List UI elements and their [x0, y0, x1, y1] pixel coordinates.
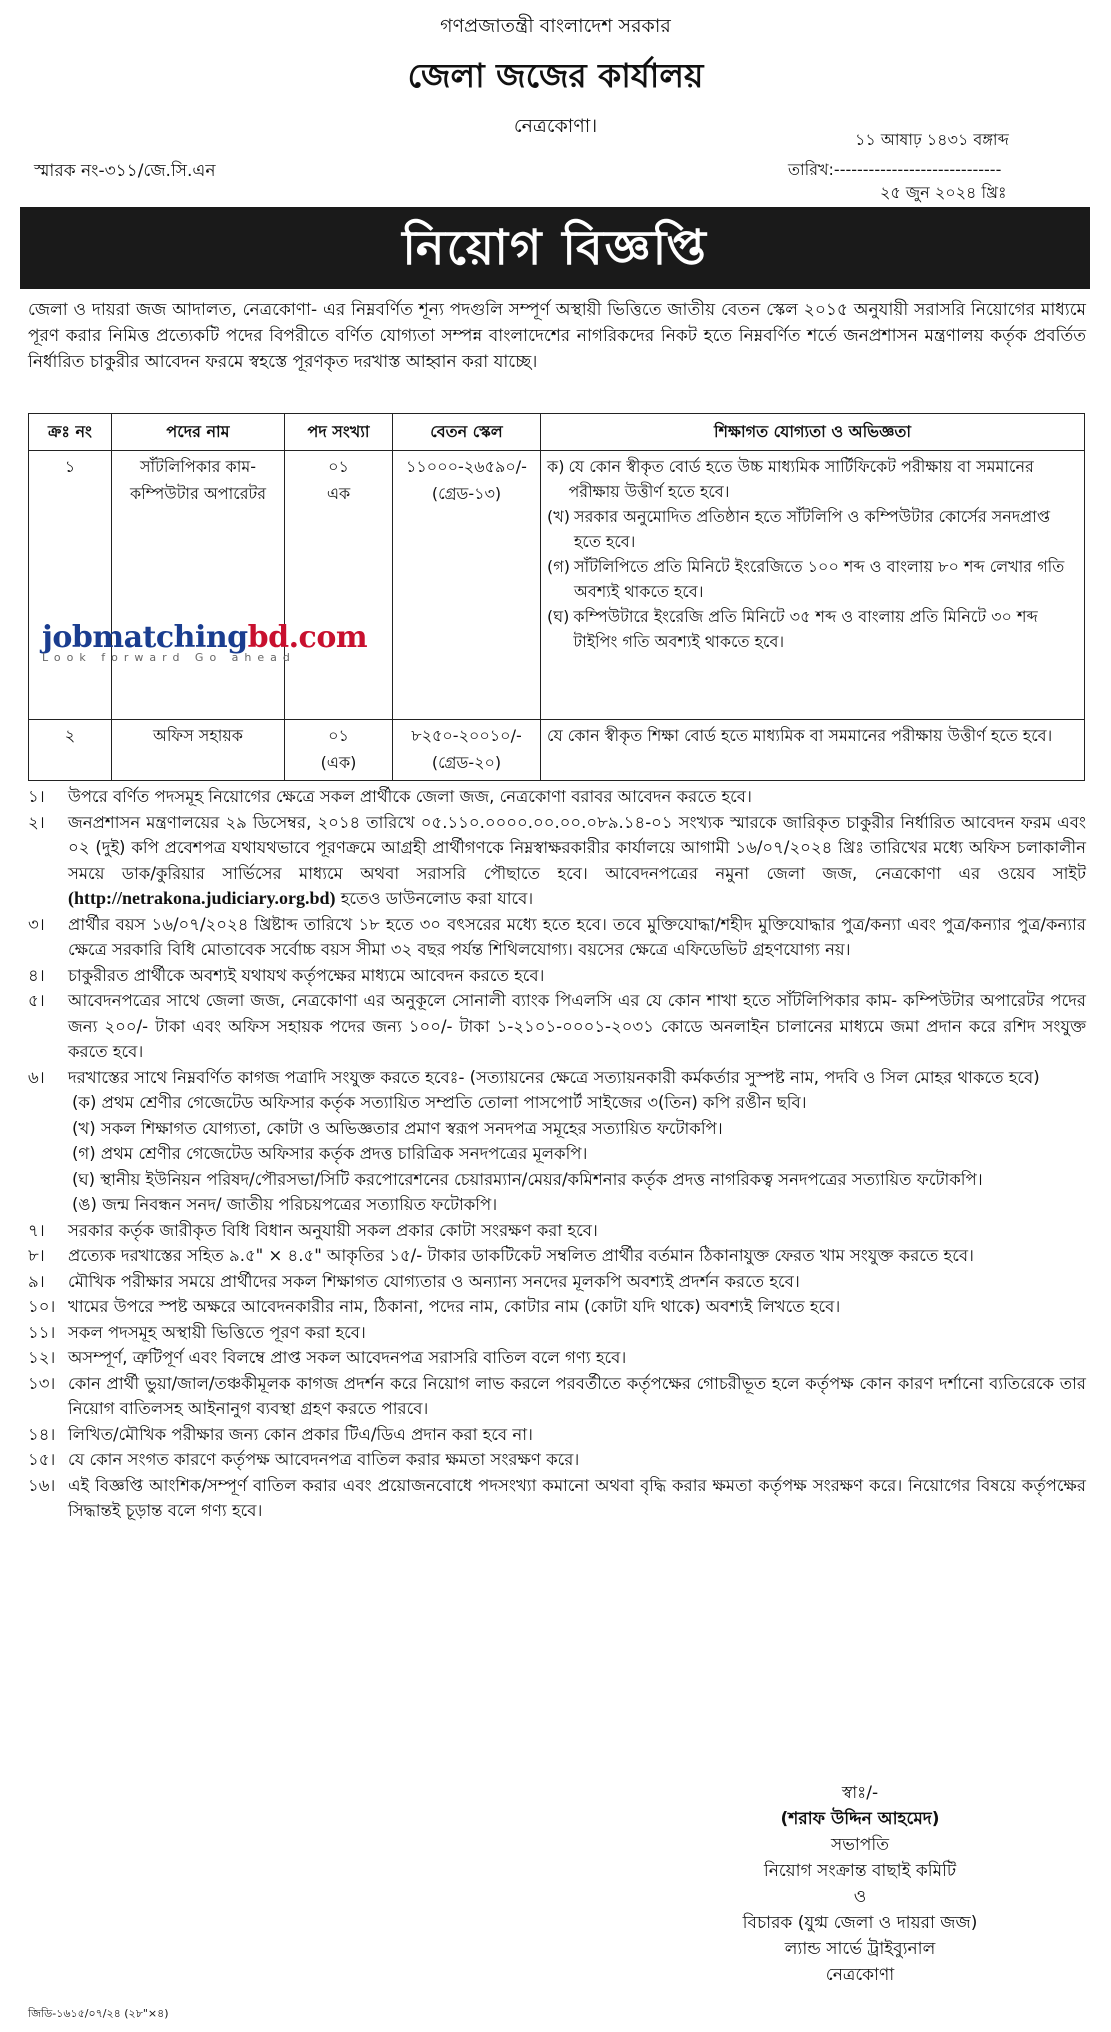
row-post: অফিস সহায়ক [112, 720, 285, 781]
condition-text: যে কোন সংগত কারণে কর্তৃপক্ষ আবেদনপত্র বাতিল করার ক্ষমতা সংরক্ষণ করে। [68, 1450, 580, 1469]
condition-item [28, 810, 1086, 912]
qual-mark: (গ) [547, 557, 570, 576]
qual-text: যে কোন স্বীকৃত শিক্ষা বোর্ড হতে মাধ্যমিক বা সমমানের পরীক্ষায় উত্তীর্ণ হতে হবে। [547, 726, 1053, 745]
watermark-logo [42, 620, 372, 670]
qualification-item [547, 454, 1078, 504]
condition-text: কোন প্রার্থী ভুয়া/জাল/তঞ্চকীমূলক কাগজ প্রদর্শন করে নিয়োগ লাভ করলে পরবর্তীতে কর্তৃপক্ষের গোচরীভূত হলে কর্তৃপক্ষ কোন কারণ দর্শানো ব্যতিরেকে তার নিয়োগ বাতিলসহ আইনানুগ ব্যবস্থা গ্রহণ করতে পারবে। [68, 1373, 1086, 1418]
pay-grade: (গ্রেড-২০) [431, 753, 502, 772]
condition-text: এই বিজ্ঞপ্তি আংশিক/সম্পূর্ণ বাতিল করার এবং প্রয়োজনবোধে পদসংখ্যা কমানো অথবা বৃদ্ধি করার ক্ষমতা কর্তৃপক্ষ সংরক্ষণ করে। নিয়োগের বিষয়ে কর্তৃপক্ষের সিদ্ধান্তই চূড়ান্ত বলে গণ্য হবে। [68, 1475, 1086, 1520]
condition-item [28, 1218, 1086, 1244]
watermark-text [42, 620, 372, 655]
office-heading: জেলা জজের কার্যালয় [407, 56, 704, 95]
signatory-judge: বিচারক (যুগ্ম জেলা ও দায়রা জজ) [742, 1913, 978, 1933]
condition-item [28, 988, 1086, 1065]
col-qualification: শিক্ষাগত যোগ্যতা ও অভিজ্ঞতা [541, 414, 1085, 451]
condition-text: চাকুরীরত প্রার্থীকে অবশ্যই যথাযথ কর্তৃপক্ষের মাধ্যমে আবেদন করতে হবে। [68, 965, 545, 985]
col-count: পদ সংখ্যা [285, 414, 393, 451]
qualification-item [547, 604, 1078, 654]
qualification-item [547, 504, 1078, 554]
row-serial: ১ [29, 451, 112, 720]
condition-text: অসম্পূর্ণ, ত্রুটিপূর্ণ এবং বিলম্বে প্রাপ্ত সকল আবেদনপত্র সরাসরি বাতিল বলে গণ্য হবে। [68, 1348, 627, 1367]
col-serial: ক্রঃ নং [29, 414, 112, 451]
condition-text: প্রত্যেক দরখাস্তের সহিত ৯.৫" × ৪.৫" আকৃতির ১৫/- টাকার ডাকটিকেট সম্বলিত প্রার্থীর বর্তমান ঠিকানাযুক্ত ফেরত খাম সংযুক্ত করতে হবে। [68, 1246, 974, 1265]
condition-text: লিখিত/মৌখিক পরীক্ষার জন্য কোন প্রকার টিএ/ডিএ প্রদান করা হবে না। [68, 1424, 533, 1444]
condition-number: ১২। [28, 1348, 56, 1367]
conditions-list [28, 784, 1086, 1524]
condition-item [28, 1243, 1086, 1269]
qualification-item [547, 554, 1078, 604]
condition-number: ১০। [28, 1297, 56, 1316]
website-link[interactable]: (http://netrakona.judiciary.org.bd) [68, 888, 336, 908]
condition-text: উপরে বর্ণিত পদসমূহ নিয়োগের ক্ষেত্রে সকল প্রার্থীকে জেলা জজ, নেত্রকোণা বরাবর আবেদন করতে হবে। [68, 787, 752, 806]
row-post: সাঁটলিপিকার কাম-কম্পিউটার অপারেটর [112, 451, 285, 720]
condition-item [28, 1269, 1086, 1295]
condition-number: ৩। [28, 914, 45, 934]
condition-number: ৬। [28, 1067, 45, 1087]
date-english: ২৫ জুন ২০২৪ খ্রিঃ [880, 183, 1007, 202]
qual-text: যে কোন স্বীকৃত বোর্ড হতে উচ্চ মাধ্যমিক সার্টিফিকেট পরীক্ষায় বা সমমানের পরীক্ষায় উত্তীর্ণ হতে হবে। [568, 457, 1034, 501]
condition-number: ১১। [28, 1322, 56, 1342]
condition-number: ৭। [28, 1220, 45, 1240]
document-subitem: (ঘ) স্থানীয় ইউনিয়ন পরিষদ/পৌরসভা/সিটি করপোরেশনের চেয়ারম্যান/মেয়র/কমিশনার কর্তৃক প্রদত্ত নাগরিকত্ব সনদপত্রের সত্যায়িত ফটোকপি। [72, 1169, 983, 1189]
date-bangla: ১১ আষাঢ় ১৪৩১ বঙ্গাব্দ [855, 130, 1009, 149]
condition-text: মৌখিক পরীক্ষার সময়ে প্রার্থীদের সকল শিক্ষাগত যোগ্যতার ও অন্যান্য সনদের মূলকপি অবশ্যই প্রদর্শন করতে হবে। [68, 1271, 800, 1291]
condition-text: প্রার্থীর বয়স ১৬/০৭/২০২৪ খ্রিষ্টাব্দ তারিখে ১৮ হতে ৩০ বৎসরের মধ্যে হতে হবে। তবে মুক্তিযোদ্ধা/শহীদ মুক্তিযোদ্ধার পুত্র/কন্যা এবং পুত্র/কন্যার পুত্র/কন্যার ক্ষেত্রে সরকারি বিধি মোতাবেক সর্বোচ্চ বয়স সীমা ৩২ বছর পর্যন্ত শিথিলযোগ্য। বয়সের ক্ষেত্রে এফিডেভিট গ্রহণযোগ্য নয়। [68, 914, 1086, 959]
condition-number: ১৩। [28, 1373, 56, 1393]
document-subitem: (গ) প্রথম শ্রেণীর গেজেটেড অফিসার কর্তৃক প্রদত্ত চারিত্রিক সনদপত্রের মূলকপি। [72, 1144, 588, 1163]
condition-item [28, 1345, 1086, 1371]
condition-item [28, 1447, 1086, 1473]
condition-number: ৮। [28, 1246, 45, 1265]
condition-text: আবেদনপত্রের সাথে জেলা জজ, নেত্রকোণা এর অনুকূলে সোনালী ব্যাংক পিএলসি এর যে কোন শাখা হতে সাঁটলিপিকার কাম- কম্পিউটার অপারেটর পদের জন্য ২০০/- টাকা এবং অফিস সহায়ক পদের জন্য ১০০/- টাকা ১-২১০১-০০০১-২০৩১ কোডে অনলাইন চালানের মাধ্যমে জমা প্রদান করে রশিদ সংযুক্ত করতে হবে। [68, 991, 1086, 1061]
vacancy-table [28, 413, 1085, 781]
condition-item [28, 1422, 1086, 1448]
signatory-and: ও [853, 1887, 867, 1907]
watermark-part2: bd.com [247, 620, 368, 655]
count-number: ০১ [328, 726, 349, 745]
condition-number: ১৬। [28, 1475, 56, 1495]
condition-item [28, 1473, 1086, 1524]
condition-number: ৪। [28, 965, 45, 985]
row-scale [393, 451, 541, 720]
row-qualification [541, 451, 1085, 720]
pay-grade: (গ্রেড-১৩) [431, 484, 502, 503]
condition-number: ১৫। [28, 1450, 56, 1469]
condition-text: সকল পদসমূহ অস্থায়ী ভিত্তিতে পূরণ করা হবে। [68, 1322, 366, 1342]
date-label: তারিখ:----------------------------- [788, 160, 1002, 179]
condition-text: খামের উপরে স্পষ্ট অক্ষরে আবেদনকারীর নাম, ঠিকানা, পদের নাম, কোটার নাম (কোটা যদি থাকে) অবশ্যই লিখতে হবে। [68, 1297, 841, 1316]
gov-heading: গণপ্রজাতন্ত্রী বাংলাদেশ সরকার [440, 15, 671, 37]
condition-number: ১। [28, 787, 45, 806]
document-subitem: (ক) প্রথম শ্রেণীর গেজেটেড অফিসার কর্তৃক সত্যায়িত সম্প্রতি তোলা পাসপোর্ট সাইজের ৩(তিন) কপি রঙীন ছবি। [72, 1093, 807, 1112]
qual-text: কম্পিউটারে ইংরেজি প্রতি মিনিটে ৩৫ শব্দ ও বাংলায় প্রতি মিনিটে ৩০ শব্দ টাইপিং গতি অবশ্যই থাকতে হবে। [573, 607, 1038, 651]
watermark-tagline: Look forward Go ahead [42, 651, 296, 664]
col-post: পদের নাম [112, 414, 285, 451]
table-header-row [29, 414, 1085, 451]
memo-number: স্মারক নং-৩১১/জে.সি.এন [34, 161, 216, 181]
table-row [29, 720, 1085, 781]
row-serial: ২ [29, 720, 112, 781]
condition-number: ৯। [28, 1271, 45, 1291]
count-number: ০১ [328, 457, 349, 476]
row-qualification [541, 720, 1085, 781]
signature-mark: স্বাঃ/- [841, 1783, 879, 1803]
table-row [29, 451, 1085, 720]
notice-title-banner: নিয়োগ বিজ্ঞপ্তি [20, 207, 1090, 289]
qual-mark: (ঘ) [547, 607, 570, 626]
condition-text [68, 1065, 1086, 1218]
signatory-role: সভাপতি [831, 1835, 889, 1855]
signatory-name: (শরাফ উদ্দিন আহমেদ) [780, 1809, 940, 1829]
condition-text: সরকার কর্তৃক জারীকৃত বিধি বিধান অনুযায়ী সকল প্রকার কোটা সংরক্ষণ করা হবে। [68, 1220, 598, 1240]
qual-mark: ক) [547, 457, 565, 476]
qual-mark: (খ) [547, 507, 570, 526]
condition-item [28, 1065, 1086, 1218]
count-words: এক [326, 484, 351, 503]
condition-item [28, 1294, 1086, 1320]
condition-number: ২। [28, 812, 45, 832]
place-heading: নেত্রকোণা। [513, 115, 598, 137]
condition-item [28, 963, 1086, 989]
signatory-tribunal: ল্যান্ড সার্ভে ট্রাইব্যুনাল [784, 1939, 936, 1959]
footer-code: জিডি-১৬১৫/০৭/২৪ (২৮"×৪) [28, 2007, 169, 2020]
condition-text [68, 810, 1086, 912]
qualification-item [547, 723, 1078, 748]
qual-text: সাঁটলিপিতে প্রতি মিনিটে ইংরেজিতে ১০০ শব্দ ও বাংলায় ৮০ শব্দ লেখার গতি অবশ্যই থাকতে হবে। [573, 557, 1065, 601]
signatory-committee: নিয়োগ সংক্রান্ত বাছাই কমিটি [763, 1861, 957, 1881]
row-count [285, 451, 393, 720]
row-count [285, 720, 393, 781]
condition-item [28, 784, 1086, 810]
document-subitem: (ঙ) জন্ম নিবন্ধন সনদ/ জাতীয় পরিচয়পত্রের সত্যায়িত ফটোকপি। [72, 1195, 498, 1214]
pay-scale: ১১০০০-২৬৫৯০/- [406, 457, 527, 476]
qual-text: সরকার অনুমোদিত প্রতিষ্ঠান হতে সাঁটলিপি ও কম্পিউটার কোর্সের সনদপ্রাপ্ত হতে হবে। [574, 507, 1050, 551]
pay-scale: ৮২৫০-২০০১০/- [411, 726, 522, 745]
watermark-part1: jobmatching [42, 620, 248, 655]
condition-body: দরখাস্তের সাথে নিম্নবর্ণিত কাগজ পত্রাদি সংযুক্ত করতে হবেঃ- (সত্যায়নের ক্ষেত্রে সত্যায়নকারী কর্মকর্তার সুস্পষ্ট নাম, পদবি ও সিল মোহর থাকতে হবে) [68, 1067, 1040, 1087]
intro-paragraph: জেলা ও দায়রা জজ আদালত, নেত্রকোণা- এর নিম্নবর্ণিত শূন্য পদগুলি সম্পূর্ণ অস্থায়ী ভিত্তিতে জাতীয় বেতন স্কেল ২০১৫ অনুযায়ী সরাসরি নিয়োগের মাধ্যমে পূরণ করার নিমিত্ত প্রত্যেকটি পদের বিপরীতে বর্ণিত যোগ্যতা সম্পন্ন বাংলাদেশের নাগরিকদের নিকট হতে নিম্নবর্ণিত শর্তে জনপ্রশাসন মন্ত্রণালয় কর্তৃক প্রবর্তিত নির্ধারিত চাকুরীর আবেদন ফরমে স্বহস্তে পূরণকৃত দরখাস্ত আহ্বান করা যাচ্ছে। [28, 300, 1086, 372]
condition-number: ১৪। [28, 1424, 56, 1444]
condition-item [28, 1371, 1086, 1422]
condition-item [28, 912, 1086, 963]
condition-item [28, 1320, 1086, 1346]
row-scale [393, 720, 541, 781]
document-subitem: (খ) সকল শিক্ষাগত যোগ্যতা, কোটা ও অভিজ্ঞতার প্রমাণ স্বরূপ সনদপত্র সমূহের সত্যায়িত ফটোকপি। [72, 1118, 723, 1138]
condition-tail: হতেও ডাউনলোড করা যাবে। [335, 889, 534, 908]
signatory-place: নেত্রকোণা [825, 1965, 895, 1985]
condition-number: ৫। [28, 991, 45, 1010]
condition-body: জনপ্রশাসন মন্ত্রণালয়ের ২৯ ডিসেম্বর, ২০১৪ তারিখে ০৫.১১০.০০০০.০০.০০.০৮৯.১৪-০১ সংখ্যক স্মারকে জারিকৃত চাকুরীর নির্ধারিত আবেদন ফরম এবং ০২ (দুই) কপি প্রবেশপত্র যথাযথভাবে পূরণক্রমে আগ্রহী প্রার্থীগণকে নিম্নস্বাক্ষরকারীর কার্যালয়ে আগামী ১৬/০৭/২০২৪ খ্রিঃ তারিখের মধ্যে অফিস চলাকালীন সময়ে ডাক/কুরিয়ার সার্ভিসের মাধ্যমে অথবা সরাসরি পৌছাতে হবে। আবেদনপত্রের নমুনা জেলা জজ, নেত্রকোণা এর ওয়েব সাইট [68, 812, 1086, 883]
count-words: (এক) [320, 753, 357, 772]
col-scale: বেতন স্কেল [393, 414, 541, 451]
